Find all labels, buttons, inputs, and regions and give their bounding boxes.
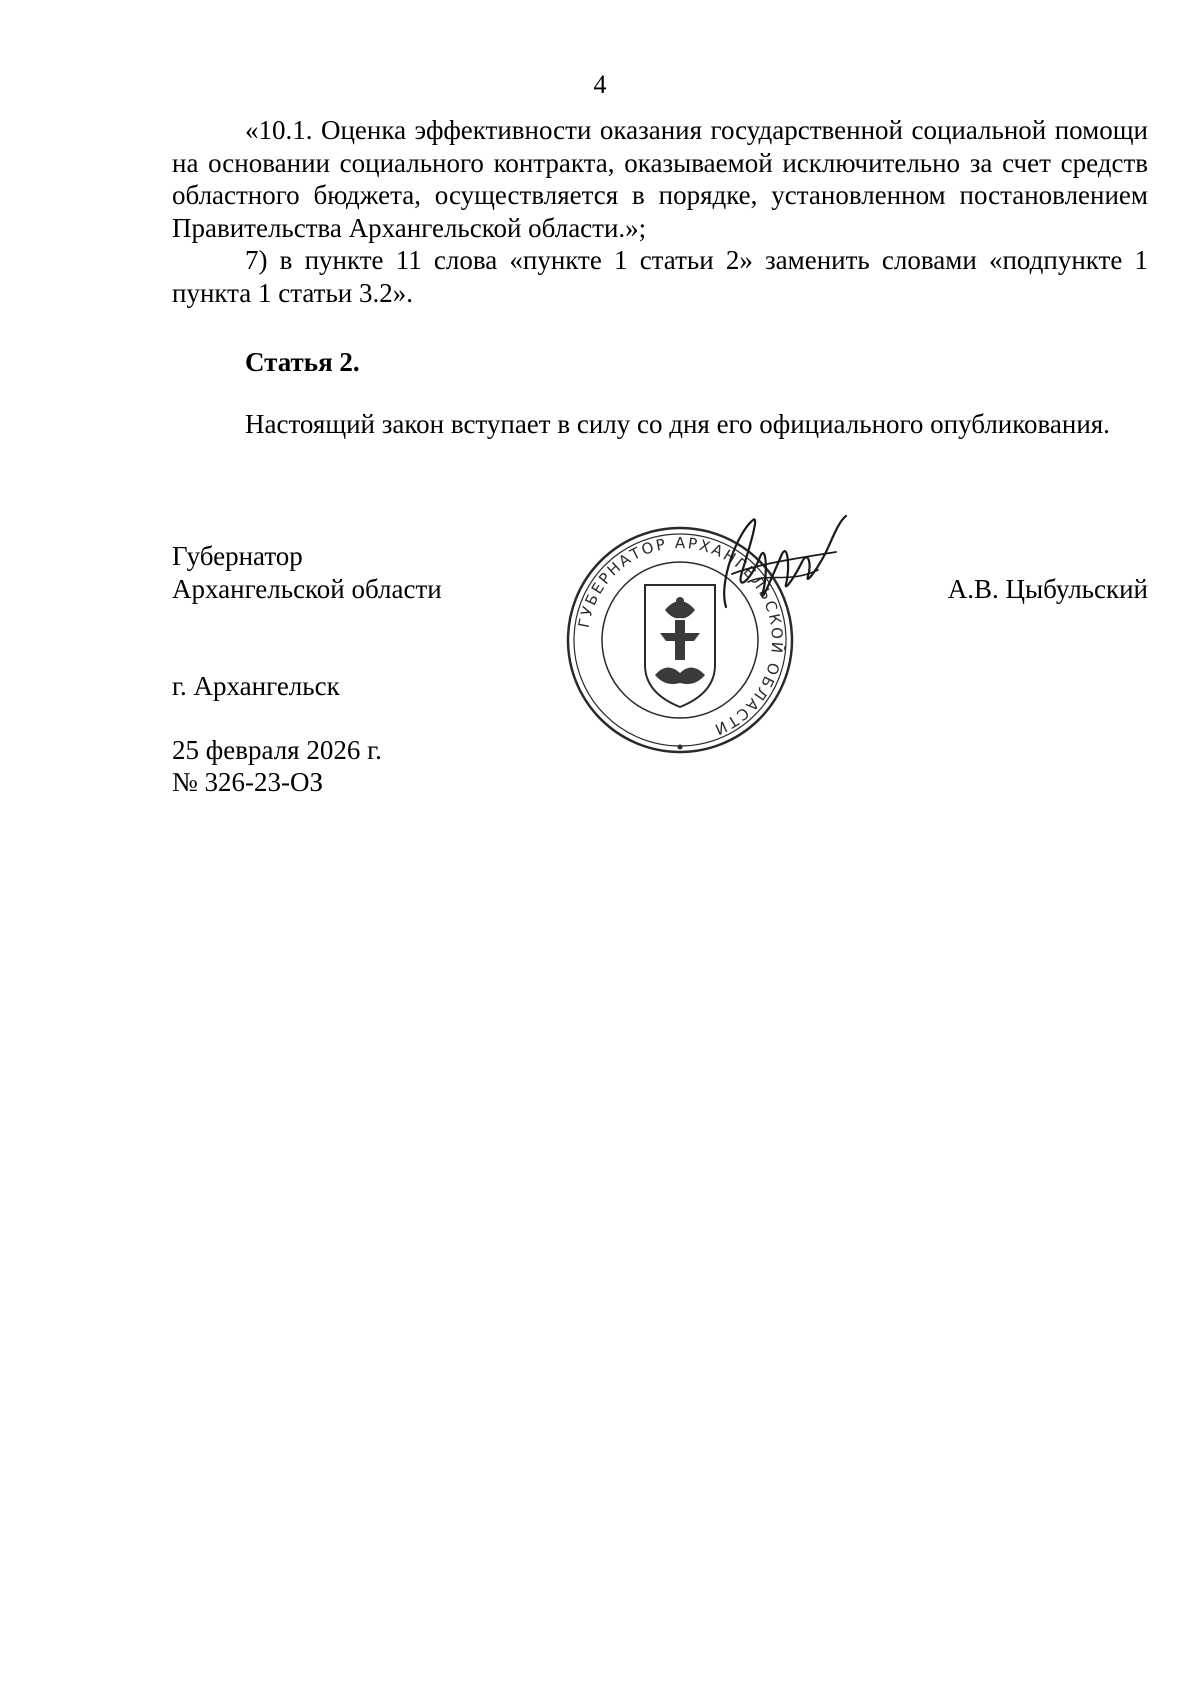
stamp-dot — [678, 745, 683, 750]
paragraph-item-7: 7) в пункте 11 слова «пункте 1 статьи 2» заменить словами «подпункте 1 пункта 1 статьи 3.2». — [172, 245, 1148, 308]
handwritten-signature — [708, 512, 858, 632]
law-date: 25 февраля 2026 г. — [172, 735, 382, 765]
governor-title-line-2: Архангельской области — [172, 574, 442, 604]
coat-of-arms-icon — [645, 585, 715, 707]
governor-title-line-1: Губернатор — [172, 541, 303, 571]
governor-name: А.В. Цыбульский — [947, 574, 1148, 604]
page-number: 4 — [593, 70, 607, 99]
paragraph-10-1: «10.1. Оценка эффективности оказания государственной социальной помощи на основании социального контракта, оказываемой исключительно за счет средств областного бюджета, осуществляется в порядке, установленном постановлением Правительства Архангельской области.»; — [172, 115, 1148, 243]
article-heading: Статья 2. — [245, 347, 360, 377]
city: г. Архангельск — [172, 671, 340, 701]
law-number: № 326-23-ОЗ — [172, 767, 324, 797]
paragraph-entry-into-force: Настоящий закон вступает в силу со дня его официального опубликования. — [245, 409, 1110, 439]
stamp-text-path: ГУБЕРНАТОР АРХАНГЕЛЬСКОЙ ОБЛАСТИ — [574, 533, 787, 740]
